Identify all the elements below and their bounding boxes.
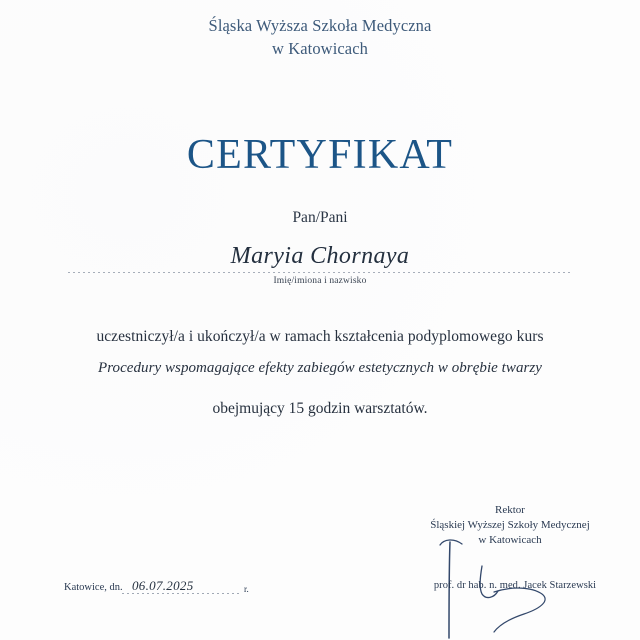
institution-header [0,14,640,61]
course-title: Procedury wspomagające efekty zabiegów estetycznych w obrębie twarzy [98,360,542,376]
recipient-name-caption: Imię/imiona i nazwisko [273,276,367,286]
issue-place-date [64,578,264,598]
issue-place-label: Katowice, dn. [64,582,123,593]
rector-block [390,503,630,549]
issue-year-suffix: r. [244,584,249,594]
rector-institution-line1: Śląskiej Wyższej Szkoły Medycznej [430,519,590,532]
rector-role: Rektor [495,504,525,516]
issue-date-value: 06.07.2025 [132,578,194,593]
body-text-line-1: uczestniczył/a i ukończył/a w ramach kształcenia podyplomowego kurs [96,328,544,345]
recipient-name-rule [68,272,572,273]
recipient-name: Maryia Chornaya [230,243,410,269]
rector-signature-name: prof. dr hab. n. med. Jacek Starzewski [433,580,597,591]
salutation: Pan/Pani [292,209,348,226]
institution-name-line1: Śląska Wyższa Szkoła Medyczna [208,16,432,35]
institution-name-line2: w Katowicach [271,39,369,59]
rector-institution-line2: w Katowicach [478,534,542,547]
certificate-title: CERTYFIKAT [186,132,454,178]
course-hours-line: obejmujący 15 godzin warsztatów. [212,400,428,417]
